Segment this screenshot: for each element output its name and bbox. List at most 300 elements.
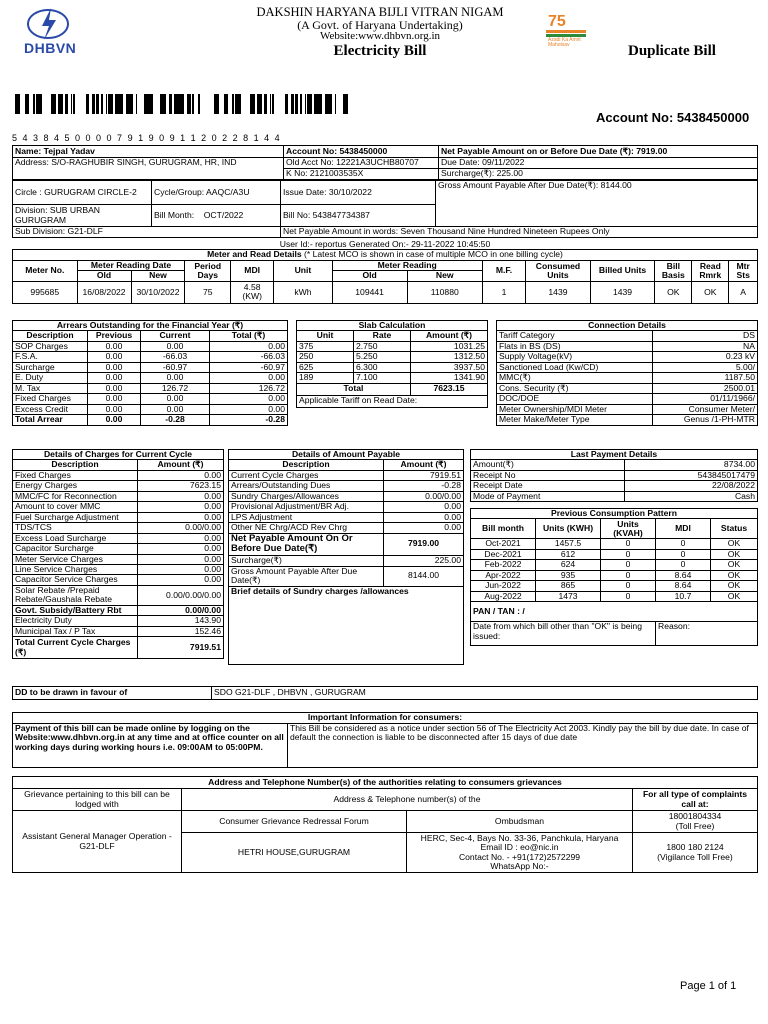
last-payment-row xyxy=(471,491,758,501)
charge-row xyxy=(13,564,224,574)
last-payment-row-cell: 543845017479 xyxy=(625,470,758,480)
slab-row xyxy=(297,341,488,351)
consumption-row-cell: 0 xyxy=(601,539,656,549)
consumer-address: Address: S/O-RAGHUBIR SINGH, GURUGRAM, HR, IND xyxy=(13,158,284,180)
arrears-row xyxy=(13,362,288,372)
charge-row xyxy=(13,637,224,659)
billed-units: 1439 xyxy=(590,281,655,303)
org-name: DAKSHIN HARYANA BIJLI VITRAN NIGAM xyxy=(256,5,504,19)
amount-payable-table xyxy=(228,449,464,665)
payable-row xyxy=(229,512,464,522)
connection-row xyxy=(497,404,758,414)
arrears-row-cell: 0.00 xyxy=(141,404,210,414)
barcode-bar xyxy=(307,94,310,114)
h-rmrk: Read Rmrk xyxy=(692,261,729,282)
arrears-row-cell: Excess Credit xyxy=(13,404,88,414)
barcode-bar xyxy=(189,94,191,114)
h-meter-no: Meter No. xyxy=(13,261,78,282)
connection-row-cell: 1187.50 xyxy=(652,373,757,383)
bill-month-label: Bill Month: xyxy=(154,209,195,220)
consumption-row xyxy=(471,549,758,559)
barcode-bar xyxy=(319,94,322,114)
slab-col-unit: Unit xyxy=(297,331,354,341)
slab-row-cell: 250 xyxy=(297,352,354,362)
reading-new: 110880 xyxy=(407,281,482,303)
meter-row xyxy=(13,281,758,303)
charge-row-cell: 0.00/0.00 xyxy=(138,523,224,533)
reason: Reason: xyxy=(656,622,758,646)
omb-contact: Contact No. - +91(172)2572299 xyxy=(458,851,581,862)
charge-row-cell: 0.00 xyxy=(138,491,224,501)
arrears-table xyxy=(12,320,288,426)
reading-old: 109441 xyxy=(332,281,407,303)
charge-row xyxy=(13,502,224,512)
dhbvn-logo xyxy=(18,6,78,56)
payable-gross-label: Gross Amount Payable After Due Date(₹) xyxy=(229,566,384,586)
consumption-row-cell: Apr-2022 xyxy=(471,570,536,580)
grievance-toll1-cell xyxy=(633,811,758,833)
consumption-row-cell: 0 xyxy=(601,581,656,591)
charge-row xyxy=(13,470,224,480)
last-payment-row-cell: Receipt No xyxy=(471,470,625,480)
consumption-row xyxy=(471,539,758,549)
barcode-bar xyxy=(343,94,345,114)
azadi-logo xyxy=(540,10,600,50)
barcode-bar xyxy=(150,94,153,114)
barcode-bar xyxy=(33,94,35,114)
arrears-row-cell: 0.00 xyxy=(88,362,141,372)
cycle-group: Cycle/Group: AAQC/A3U xyxy=(152,181,281,205)
barcode-bar xyxy=(214,94,217,114)
payable-row-cell: Current Cycle Charges xyxy=(229,470,384,480)
barcode-bar xyxy=(285,94,287,114)
payable-row xyxy=(229,481,464,491)
barcode-bar xyxy=(257,94,258,114)
charge-row-cell: Fuel Surcharge Adjustment xyxy=(13,512,138,522)
old-account-number: Old Acct No: 12221A3UCHB80707 xyxy=(284,158,439,169)
consumption-row-cell: OK xyxy=(711,549,758,559)
charge-row-cell: Total Current Cycle Charges (₹) xyxy=(13,637,138,659)
connection-row-cell: 5.00/ xyxy=(652,362,757,372)
barcode-bar xyxy=(180,94,182,114)
slab-row xyxy=(297,373,488,383)
last-payment-row-cell: 8734.00 xyxy=(625,460,758,470)
barcode-bar xyxy=(198,94,199,114)
charge-row-cell: 0.00 xyxy=(138,512,224,522)
consumption-row xyxy=(471,591,758,601)
current-charges-title: Details of Charges for Current Cycle xyxy=(13,450,224,460)
connection-table xyxy=(496,320,758,426)
barcode-bar xyxy=(39,94,42,114)
important-title: Important Information for consumers: xyxy=(13,713,758,724)
charge-row xyxy=(13,575,224,585)
payable-row-cell: 0.00/0.00 xyxy=(384,491,464,501)
grievance-toll2-cell xyxy=(633,833,758,873)
payable-row xyxy=(229,502,464,512)
barcode-digits: 5 4 3 8 4 5 0 0 0 0 7 9 1 9 0 9 1 1 2 0 2 2 8 1 4 4 xyxy=(12,133,282,143)
arrears-row-cell: 0.00 xyxy=(210,341,288,351)
slab-col-amount: Amount (₹) xyxy=(411,331,488,341)
h-mdi: MDI xyxy=(230,261,273,282)
barcode-bar xyxy=(250,94,251,114)
consumption-row-cell: 0 xyxy=(656,549,711,559)
meter-read-table xyxy=(12,249,758,304)
consumption-row-cell: 1457.5 xyxy=(536,539,601,549)
omb-whatsapp: WhatsApp No:- xyxy=(490,860,549,871)
slab-row-cell: 3937.50 xyxy=(411,362,488,372)
barcode-bar xyxy=(295,94,298,114)
consumption-row-cell: OK xyxy=(711,560,758,570)
arrears-row-cell: 0.00 xyxy=(88,341,141,351)
cons-col-kwh: Units (KWH) xyxy=(536,519,601,539)
consumption-title: Previous Consumption Pattern xyxy=(471,509,758,519)
toll-free-label: (Toll Free) xyxy=(675,820,715,831)
payable-row xyxy=(229,491,464,501)
charge-row xyxy=(13,533,224,543)
charge-row-cell: 7623.15 xyxy=(138,481,224,491)
last-payment-title: Last Payment Details xyxy=(471,450,758,460)
barcode-bar xyxy=(264,94,267,114)
barcode xyxy=(12,94,350,114)
meter-no: 995685 xyxy=(13,281,78,303)
dd-value: SDO G21-DLF , DHBVN , GURUGRAM xyxy=(212,687,758,700)
charge-row-cell: Excess Load Surcharge xyxy=(13,533,138,543)
barcode-bar xyxy=(259,94,262,114)
connection-row-cell: DOC/DOE xyxy=(497,394,653,404)
bill-number: Bill No: 543847734387 xyxy=(281,205,436,227)
arrears-row xyxy=(13,341,288,351)
omb-address: HERC, Sec-4, Bays No. 33-36, Panchkula, Haryana xyxy=(420,832,619,843)
barcode-bar xyxy=(73,94,75,114)
slab-row-cell: 189 xyxy=(297,373,354,383)
issue-date: Issue Date: 30/10/2022 xyxy=(281,181,436,205)
slab-row-cell: 1312.50 xyxy=(411,352,488,362)
charge-row-cell: Capacitor Service Charges xyxy=(13,575,138,585)
arrears-row-cell: -60.97 xyxy=(210,362,288,372)
connection-row-cell: Flats in BS (DS) xyxy=(497,341,653,351)
barcode-bar xyxy=(176,94,179,114)
due-date: Due Date: 09/11/2022 xyxy=(439,158,758,169)
barcode-bar xyxy=(71,94,72,114)
barcode-bar xyxy=(65,94,68,114)
barcode-bar xyxy=(92,94,94,114)
connection-row xyxy=(497,352,758,362)
barcode-bar xyxy=(187,94,189,114)
slab-title: Slab Calculation xyxy=(297,321,488,331)
barcode-bar xyxy=(115,94,117,114)
barcode-bar xyxy=(232,94,234,114)
arrears-row-cell: 126.72 xyxy=(210,383,288,393)
h-reading-new: New xyxy=(407,271,482,281)
charge-row-cell: 0.00 xyxy=(138,502,224,512)
last-payment-table xyxy=(470,449,758,502)
duplicate-bill-label: Duplicate Bill xyxy=(628,43,716,59)
grievance-forum-address: HETRI HOUSE,GURUGRAM xyxy=(182,833,407,873)
important-info-table xyxy=(12,712,758,768)
consumption-row-cell: Jun-2022 xyxy=(471,581,536,591)
net-payable-value: 7919.00 xyxy=(384,533,464,555)
barcode-bar xyxy=(96,94,99,114)
last-payment-row xyxy=(471,470,758,480)
barcode-bar xyxy=(129,94,130,114)
charge-row xyxy=(13,544,224,554)
payable-row xyxy=(229,470,464,480)
connection-row xyxy=(497,415,758,425)
arrears-row-cell: 0.00 xyxy=(141,373,210,383)
arrears-col-prev: Previous xyxy=(88,331,141,341)
mdi: 4.58 (KW) xyxy=(230,281,273,303)
charge-row xyxy=(13,554,224,564)
arrears-row-cell: Fixed Charges xyxy=(13,394,88,404)
consumption-row-cell: 8.64 xyxy=(656,570,711,580)
toll-free-number: 18001804334 xyxy=(668,811,722,822)
connection-row xyxy=(497,362,758,372)
org-subtitle: (A Govt. of Haryana Undertaking) xyxy=(297,18,463,32)
charge-row-cell: 0.00 xyxy=(138,575,224,585)
payable-surcharge-label: Surcharge(₹) xyxy=(229,555,384,566)
consumption-row-cell: 612 xyxy=(536,549,601,559)
barcode-bar xyxy=(301,94,302,114)
meter-status: A xyxy=(729,281,758,303)
cc-col-amount: Amount (₹) xyxy=(138,460,224,470)
bill-month: OCT/2022 xyxy=(203,209,244,220)
amount-in-words: Net Payable Amount in words: Seven Thousand Nine Hundred Nineteen Rupees Only xyxy=(281,227,758,238)
barcode-bar xyxy=(86,94,88,114)
h-consumed: Consumed Units xyxy=(526,261,591,282)
connection-row xyxy=(497,373,758,383)
barcode-bar xyxy=(25,94,26,114)
barcode-bar xyxy=(225,94,228,114)
current-charges-table xyxy=(12,449,224,659)
barcode-bar xyxy=(224,94,225,114)
payable-row xyxy=(229,523,464,533)
consumption-row-cell: Dec-2021 xyxy=(471,549,536,559)
connection-row-cell: 0.23 kV xyxy=(652,352,757,362)
consumption-row-cell: 624 xyxy=(536,560,601,570)
arrears-col-desc: Description xyxy=(13,331,88,341)
svg-text:75: 75 xyxy=(548,13,566,30)
bill-title: Electricity Bill xyxy=(333,43,427,59)
vigilance-number: 1800 180 2124 xyxy=(666,842,724,853)
consumption-row-cell: OK xyxy=(711,570,758,580)
payable-surcharge-value: 225.00 xyxy=(384,555,464,566)
barcode-bar xyxy=(60,94,63,114)
grievance-table xyxy=(12,776,758,873)
arrears-row-cell: 0.00 xyxy=(141,394,210,404)
slab-row-cell: 375 xyxy=(297,341,354,351)
read-date-old: 16/08/2022 xyxy=(77,281,131,303)
last-payment-row-cell: Amount(₹) xyxy=(471,460,625,470)
barcode-bar xyxy=(199,94,200,114)
arrears-row xyxy=(13,383,288,393)
connection-row-cell: Meter Ownership/MDI Meter xyxy=(497,404,653,414)
h-unit: Unit xyxy=(274,261,332,282)
connection-row-cell: Supply Voltage(kV) xyxy=(497,352,653,362)
connection-row-cell: Tariff Category xyxy=(497,331,653,341)
barcode-bar xyxy=(15,94,18,114)
h-date-old: Old xyxy=(77,271,131,281)
charge-row-cell: 0.00 xyxy=(138,544,224,554)
payable-row-cell: LPS Adjustment xyxy=(229,512,384,522)
charge-row xyxy=(13,605,224,615)
barcode-bar xyxy=(149,94,150,114)
gross-after-due-header: Gross Amount Payable After Due Date(₹): 8144.00 xyxy=(436,181,758,227)
arrears-row-cell: 0.00 xyxy=(88,352,141,362)
arrears-row-cell: 126.72 xyxy=(141,383,210,393)
barcode-bar xyxy=(331,94,332,114)
charge-row-cell: Electricity Duty xyxy=(13,616,138,626)
charge-row-cell: 0.00 xyxy=(138,564,224,574)
h-reading-old: Old xyxy=(332,271,407,281)
period-days: 75 xyxy=(185,281,231,303)
important-right: This Bill be considered as a notice under section 56 of The Electricity Act 2003. Kindly pay the bill by due date. In case of default the connection is liable to be disconnected after 15 days of due date xyxy=(288,724,758,768)
connection-row-cell: Cons. Security (₹) xyxy=(497,383,653,393)
connection-row-cell: 01/11/1966/ xyxy=(652,394,757,404)
barcode-bar xyxy=(345,94,348,114)
barcode-bar xyxy=(132,94,133,114)
charge-row xyxy=(13,626,224,636)
barcode-bar xyxy=(101,94,102,114)
bill-basis: OK xyxy=(655,281,692,303)
barcode-bar xyxy=(169,94,172,114)
barcode-bar xyxy=(174,94,176,114)
arrears-row-cell: SOP Charges xyxy=(13,341,88,351)
barcode-bar xyxy=(106,94,107,114)
charge-row xyxy=(13,481,224,491)
charge-row xyxy=(13,616,224,626)
charge-row-cell: MMC/FC for Reconnection xyxy=(13,491,138,501)
connection-row xyxy=(497,331,758,341)
barcode-bar xyxy=(108,94,111,114)
h-date-new: New xyxy=(131,271,185,281)
consumption-row-cell: Aug-2022 xyxy=(471,591,536,601)
consumption-row-cell: 0 xyxy=(656,539,711,549)
arrears-row-cell: M. Tax xyxy=(13,383,88,393)
barcode-bar xyxy=(160,94,163,114)
charge-row-cell: 0.00/0.00/0.00 xyxy=(138,585,224,605)
grievance-agm: Assistant General Manager Operation - G21-DLF xyxy=(13,811,182,873)
important-left: Payment of this bill can be made online by logging on the Website:www.dhbvn.org.in at any time and at office counter on all working days during working hours i.e. 09:00AM to 05:00PM. xyxy=(13,724,288,768)
barcode-bar xyxy=(316,94,319,114)
date-from-note: Date from which bill other than "OK" is being issued: xyxy=(471,622,656,646)
h-mf: M.F. xyxy=(482,261,525,282)
arrears-row xyxy=(13,352,288,362)
charge-row-cell: 0.00 xyxy=(138,533,224,543)
grievance-ombudsman-address-cell xyxy=(407,833,633,873)
barcode-bar xyxy=(310,94,312,114)
last-payment-row-cell: 22/08/2022 xyxy=(625,481,758,491)
charge-row-cell: Municipal Tax / P Tax xyxy=(13,626,138,636)
barcode-bar xyxy=(54,94,56,114)
charge-row-cell: Amount to cover MMC xyxy=(13,502,138,512)
last-payment-row-cell: Receipt Date xyxy=(471,481,625,491)
consumption-row-cell: OK xyxy=(711,581,758,591)
connection-row-cell: Meter Make/Meter Type xyxy=(497,415,653,425)
barcode-bar xyxy=(94,94,95,114)
arrears-row-cell: 0.00 xyxy=(141,341,210,351)
arrears-row xyxy=(13,415,288,425)
k-number: K No: 2121003535X xyxy=(284,169,439,180)
charge-row xyxy=(13,491,224,501)
payable-row-cell: 7919.51 xyxy=(384,470,464,480)
arrears-row-cell: -66.03 xyxy=(141,352,210,362)
barcode-bar xyxy=(293,94,294,114)
pay-col-amount: Amount (₹) xyxy=(384,460,464,470)
grievance-forum: Consumer Grievance Redressal Forum xyxy=(182,811,407,833)
consumption-row xyxy=(471,560,758,570)
slab-row xyxy=(297,362,488,372)
consumption-row-cell: 0 xyxy=(601,570,656,580)
arrears-col-total: Total (₹) xyxy=(210,331,288,341)
arrears-row-cell: -0.28 xyxy=(210,415,288,425)
slab-table xyxy=(296,320,488,408)
payable-row-cell: Provisional Adjustment/BR Adj. xyxy=(229,502,384,512)
barcode-bar xyxy=(287,94,288,114)
charge-row-cell: Line Service Charges xyxy=(13,564,138,574)
payable-gross-value: 8144.00 xyxy=(384,566,464,586)
consumer-info-table-2 xyxy=(12,180,758,238)
barcode-bar xyxy=(144,94,146,114)
barcode-bar xyxy=(52,94,54,114)
last-payment-row xyxy=(471,460,758,470)
arrears-title: Arrears Outstanding for the Financial Year (₹) xyxy=(13,321,288,331)
arrears-row-cell: 0.00 xyxy=(88,383,141,393)
barcode-bar xyxy=(305,94,306,114)
consumption-row-cell: OK xyxy=(711,539,758,549)
consumption-row-cell: 865 xyxy=(536,581,601,591)
payable-row-cell: 0.00 xyxy=(384,502,464,512)
charge-row xyxy=(13,585,224,605)
connection-row xyxy=(497,341,758,351)
mf: 1 xyxy=(482,281,525,303)
consumption-row-cell: 935 xyxy=(536,570,601,580)
cons-col-month: Bill month xyxy=(471,519,536,539)
arrears-row-cell: 0.00 xyxy=(210,373,288,383)
payable-title: Details of Amount Payable xyxy=(229,450,464,460)
charge-row xyxy=(13,523,224,533)
surcharge-header: Surcharge(₹): 225.00 xyxy=(439,169,758,180)
h-basis: Bill Basis xyxy=(655,261,692,282)
read-date-new: 30/10/2022 xyxy=(131,281,185,303)
arrears-row-cell: 0.00 xyxy=(88,415,141,425)
last-payment-row-cell: Mode of Payment xyxy=(471,491,625,501)
consumer-info-table xyxy=(12,145,758,180)
pan-tan: PAN / TAN : / xyxy=(471,602,758,622)
barcode-bar xyxy=(325,94,328,114)
connection-row-cell: Consumer Meter/ xyxy=(652,404,757,414)
azadi-text: Azadi Ka Amrit Mahotsav xyxy=(548,37,581,48)
cons-col-kvah: Units (KVAH) xyxy=(601,519,656,539)
last-payment-row-cell: Cash xyxy=(625,491,758,501)
arrears-row-cell: 0.00 xyxy=(210,394,288,404)
sub-division: Sub Division: G21-DLF xyxy=(13,227,281,238)
barcode-bar xyxy=(238,94,241,114)
payable-row-cell: Sundry Charges/Allowances xyxy=(229,491,384,501)
barcode-bar xyxy=(26,94,29,114)
net-payable-header: Net Payable Amount on or Before Due Date (₹): 7919.00 xyxy=(439,146,758,158)
arrears-row-cell: -60.97 xyxy=(141,362,210,372)
payable-row-cell: -0.28 xyxy=(384,481,464,491)
h-read-date: Meter Reading Date xyxy=(77,261,185,271)
barcode-bar xyxy=(163,94,166,114)
h-billed: Billed Units xyxy=(590,261,655,282)
arrears-row-cell: 0.00 xyxy=(88,404,141,414)
barcode-bar xyxy=(102,94,103,114)
dd-table xyxy=(12,686,758,700)
arrears-row-cell: 0.00 xyxy=(88,394,141,404)
pay-col-desc: Description xyxy=(229,460,384,470)
slab-row-cell: 1031.25 xyxy=(411,341,488,351)
